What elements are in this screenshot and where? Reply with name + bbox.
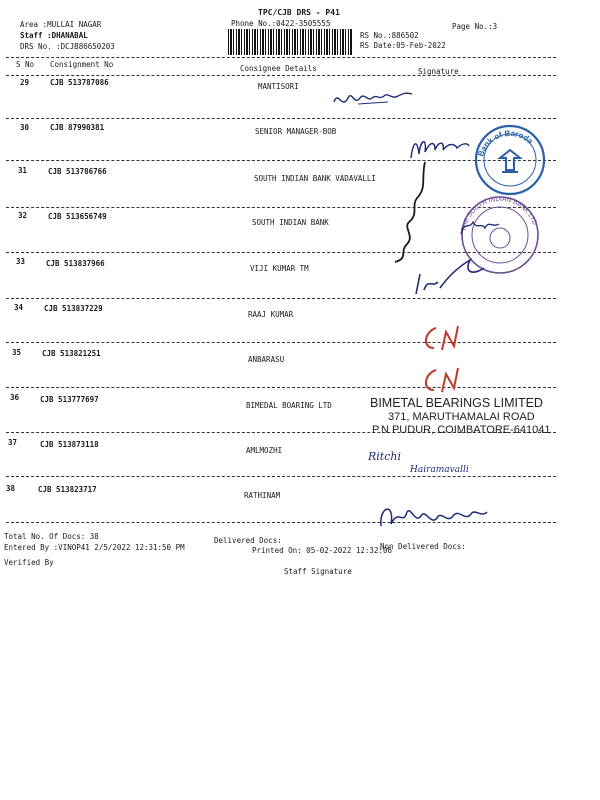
signature-row-32 (455, 210, 505, 240)
consignment-number: CJB 513786766 (48, 167, 107, 176)
consignee-name: RATHINAM (244, 491, 281, 500)
phone-number: Phone No.:0422-3505555 (231, 19, 331, 28)
header-bottom-rule (6, 75, 556, 76)
col-header-consignment: Consignment No (50, 60, 114, 69)
signature-row-29 (328, 80, 428, 116)
bimetal-stamp-line2: 371, MARUTHAMALAI ROAD (388, 411, 535, 423)
non-delivered-docs: Non Delivered Docs: (380, 542, 466, 551)
row-number: 34 (14, 303, 24, 312)
consignee-name: ANBARASU (248, 355, 285, 364)
staff-label: Staff :DHANABAL (20, 31, 88, 40)
consignment-number: CJB 513656749 (48, 212, 107, 221)
handwritten-note-row-37: Ritchi (368, 450, 401, 463)
consignment-number: CJB 513873118 (40, 440, 99, 449)
row-divider (6, 342, 556, 343)
consignment-number: CJB 513823717 (38, 485, 97, 494)
consignment-number: CJB 513821251 (42, 349, 101, 358)
row-number: 31 (18, 166, 28, 175)
row-divider (6, 476, 556, 477)
consignee-name: MANTISORI (258, 82, 299, 91)
row-number: 38 (6, 484, 16, 493)
consignment-number: CJB 513777697 (40, 395, 99, 404)
consignment-number: CJB 87990381 (50, 123, 105, 132)
row-number: 36 (10, 393, 20, 402)
bimetal-stamp-line1: BIMETAL BEARINGS LIMITED (370, 396, 543, 410)
area-label: Area :MULLAI NAGAR (20, 20, 102, 29)
consignee-name: BIMEDAL BOARING LTD (246, 401, 332, 410)
verified-by: Verified By (4, 558, 54, 567)
handwritten-note-row-37-second: Hairamavalli (410, 465, 469, 475)
staff-signature-label: Staff Signature (284, 567, 352, 576)
printed-on: Printed On: 05-02-2022 12:32:06 (252, 546, 392, 555)
row-divider (6, 387, 556, 388)
consignment-number: CJB 513837966 (46, 259, 105, 268)
page-number: Page No.:3 (452, 22, 498, 31)
row-number: 35 (12, 348, 22, 357)
entered-by: Entered By :VINOP41 2/5/2022 12:31:50 PM (4, 543, 185, 552)
col-header-signature: Signature (418, 67, 459, 76)
consignment-number: CJB 513787086 (50, 78, 109, 87)
row-divider (6, 118, 556, 119)
col-header-consignee: Consignee Details (240, 64, 317, 73)
row-number: 33 (16, 257, 26, 266)
header-top-rule (6, 57, 556, 58)
consignee-name: VIJI KUMAR TM (250, 264, 309, 273)
signature-row-31-32 (385, 158, 445, 268)
svg-text:THE SOUTH INDIAN BANK LTD: THE SOUTH INDIAN BANK LTD (460, 195, 539, 232)
signature-row-38 (375, 496, 495, 536)
row-number: 29 (20, 78, 30, 87)
bank-of-baroda-stamp (470, 120, 550, 200)
report-title: TPC/CJB DRS - P41 (258, 8, 340, 17)
consignee-name: RAAJ KUMAR (248, 310, 294, 319)
rs-date: RS Date:05-Feb-2022 (360, 41, 446, 50)
bimetal-stamp-line3: P.N PUDUR, COIMBATORE-641041 (372, 424, 551, 436)
row-number: 30 (20, 123, 30, 132)
svg-text:Bank of Baroda: Bank of Baroda (476, 128, 535, 158)
drs-number: DRS No. :DCJB86650203 (20, 42, 115, 51)
col-header-sno: S No (16, 60, 35, 69)
consignee-name: AMLMOZHI (246, 446, 283, 455)
total-docs: Total No. Of Docs: 38 (4, 532, 99, 541)
consignee-name: SENIOR MANAGER-BOB (255, 127, 337, 136)
rs-number: RS No.:886502 (360, 31, 419, 40)
barcode (228, 29, 352, 55)
signature-row-34 (418, 320, 468, 356)
signature-row-33 (410, 254, 490, 300)
row-number: 32 (18, 211, 28, 220)
row-number: 37 (8, 438, 18, 447)
consignee-name: SOUTH INDIAN BANK (252, 218, 329, 227)
consignment-number: CJB 513837229 (44, 304, 103, 313)
signature-row-35 (418, 362, 468, 398)
delivered-docs: Delivered Docs: (214, 536, 282, 545)
consignee-name: SOUTH INDIAN BANK VADAVALLI (254, 174, 376, 183)
